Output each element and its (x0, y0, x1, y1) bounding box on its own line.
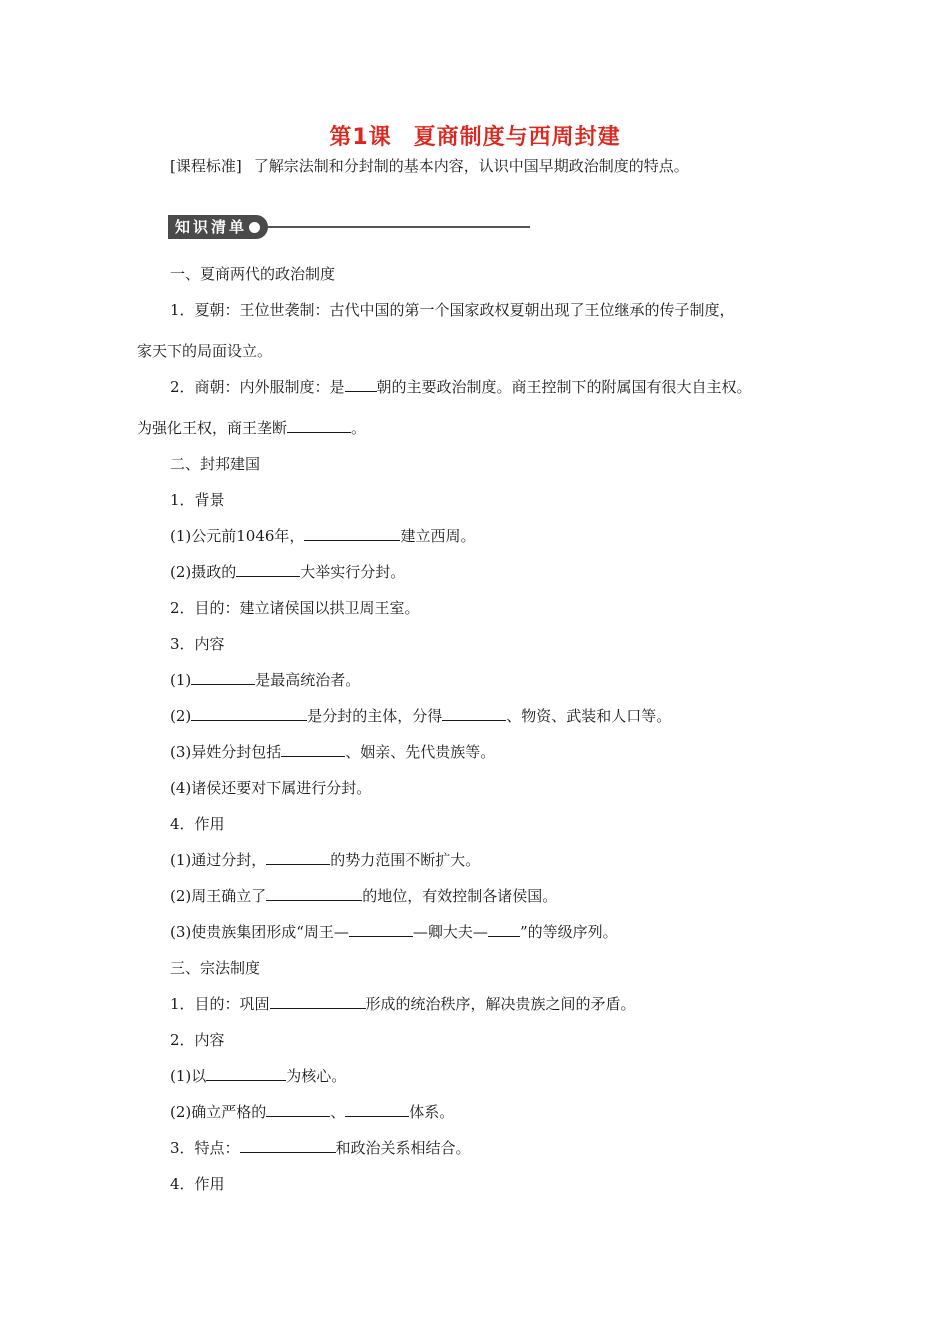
item-effect-2: (2)周王确立了 的地位，有效控制各诸侯国。 (170, 887, 558, 905)
banner-rule (268, 226, 530, 228)
item-clan-content-1: (1)以 为核心。 (170, 1067, 347, 1085)
item-purpose: 2．目的：建立诸侯国以拱卫周王室。 (170, 599, 420, 617)
fill-blank[interactable] (266, 1102, 330, 1117)
course-standard-label: [课程标准] (170, 157, 242, 175)
lesson-number: 第1课 (329, 125, 392, 150)
item-effect-1: (1)通过分封， 的势力范围不断扩大。 (170, 851, 481, 869)
item-effect: 4．作用 (170, 815, 225, 833)
section-heading-3: 三、宗法制度 (170, 959, 261, 977)
fill-blank[interactable] (270, 994, 366, 1009)
item-clan-purpose: 1．目的：巩固 形成的统治秩序，解决贵族之间的矛盾。 (170, 995, 636, 1013)
course-standard (170, 155, 689, 176)
fill-blank[interactable] (304, 526, 400, 541)
item-content-3: (3)异姓分封包括 、姻亲、先代贵族等。 (170, 743, 496, 761)
item-clan-effect: 4．作用 (170, 1175, 225, 1193)
banner-label: 知识清单 (175, 218, 248, 236)
item-background: 1．背景 (170, 491, 225, 509)
course-standard-text: 了解宗法制和分封制的基本内容，认识中国早期政治制度的特点。 (253, 157, 689, 175)
paragraph-shang-line1: 2．商朝：内外服制度：是 朝的主要政治制度。商王控制下的附属国有很大自主权。 (170, 378, 752, 396)
fill-blank[interactable] (236, 562, 300, 577)
item-clan-content: 2．内容 (170, 1031, 225, 1049)
fill-blank[interactable] (287, 418, 351, 433)
fill-blank[interactable] (266, 886, 362, 901)
item-clan-feature: 3．特点： 和政治关系相结合。 (170, 1139, 471, 1157)
paragraph-xia-line2: 家天下的局面设立。 (137, 342, 273, 360)
fill-blank[interactable] (191, 670, 255, 685)
item-effect-3: (3)使贵族集团形成“周王— —卿大夫— ”的等级序列。 (170, 923, 618, 941)
item-background-2: (2)摄政的 大举实行分封。 (170, 563, 406, 581)
section-heading-1: 一、夏商两代的政治制度 (170, 265, 336, 283)
fill-blank[interactable] (266, 850, 330, 865)
fill-blank[interactable] (345, 1102, 409, 1117)
section-heading-2: 二、封邦建国 (170, 455, 261, 473)
item-content-2: (2) 是分封的主体，分得 、物资、武装和人口等。 (170, 707, 672, 725)
item-content-1: (1) 是最高统治者。 (170, 671, 361, 689)
paragraph-shang-line2: 为强化王权，商王垄断 。 (137, 419, 367, 437)
item-clan-content-2: (2)确立严格的 、 体系。 (170, 1103, 455, 1121)
fill-blank[interactable] (191, 706, 307, 721)
fill-blank[interactable] (240, 1138, 336, 1153)
fill-blank[interactable] (345, 377, 377, 392)
item-content-4: (4)诸侯还要对下属进行分封。 (170, 779, 372, 797)
fill-blank[interactable] (488, 922, 520, 937)
fill-blank[interactable] (349, 922, 413, 937)
banner-tag (168, 215, 268, 239)
fill-blank[interactable] (281, 742, 345, 757)
fill-blank[interactable] (206, 1066, 286, 1081)
bullet-dot-icon (249, 222, 260, 233)
item-content: 3．内容 (170, 635, 225, 653)
item-background-1: (1)公元前1046年， 建立西周。 (170, 527, 476, 545)
page-title (0, 120, 950, 151)
paragraph-xia-line1: 1．夏朝：王位世袭制：古代中国的第一个国家政权夏朝出现了王位继承的传子制度， (170, 301, 735, 319)
knowledge-list-banner (168, 215, 530, 239)
lesson-name: 夏商制度与西周封建 (413, 125, 621, 150)
fill-blank[interactable] (442, 706, 506, 721)
